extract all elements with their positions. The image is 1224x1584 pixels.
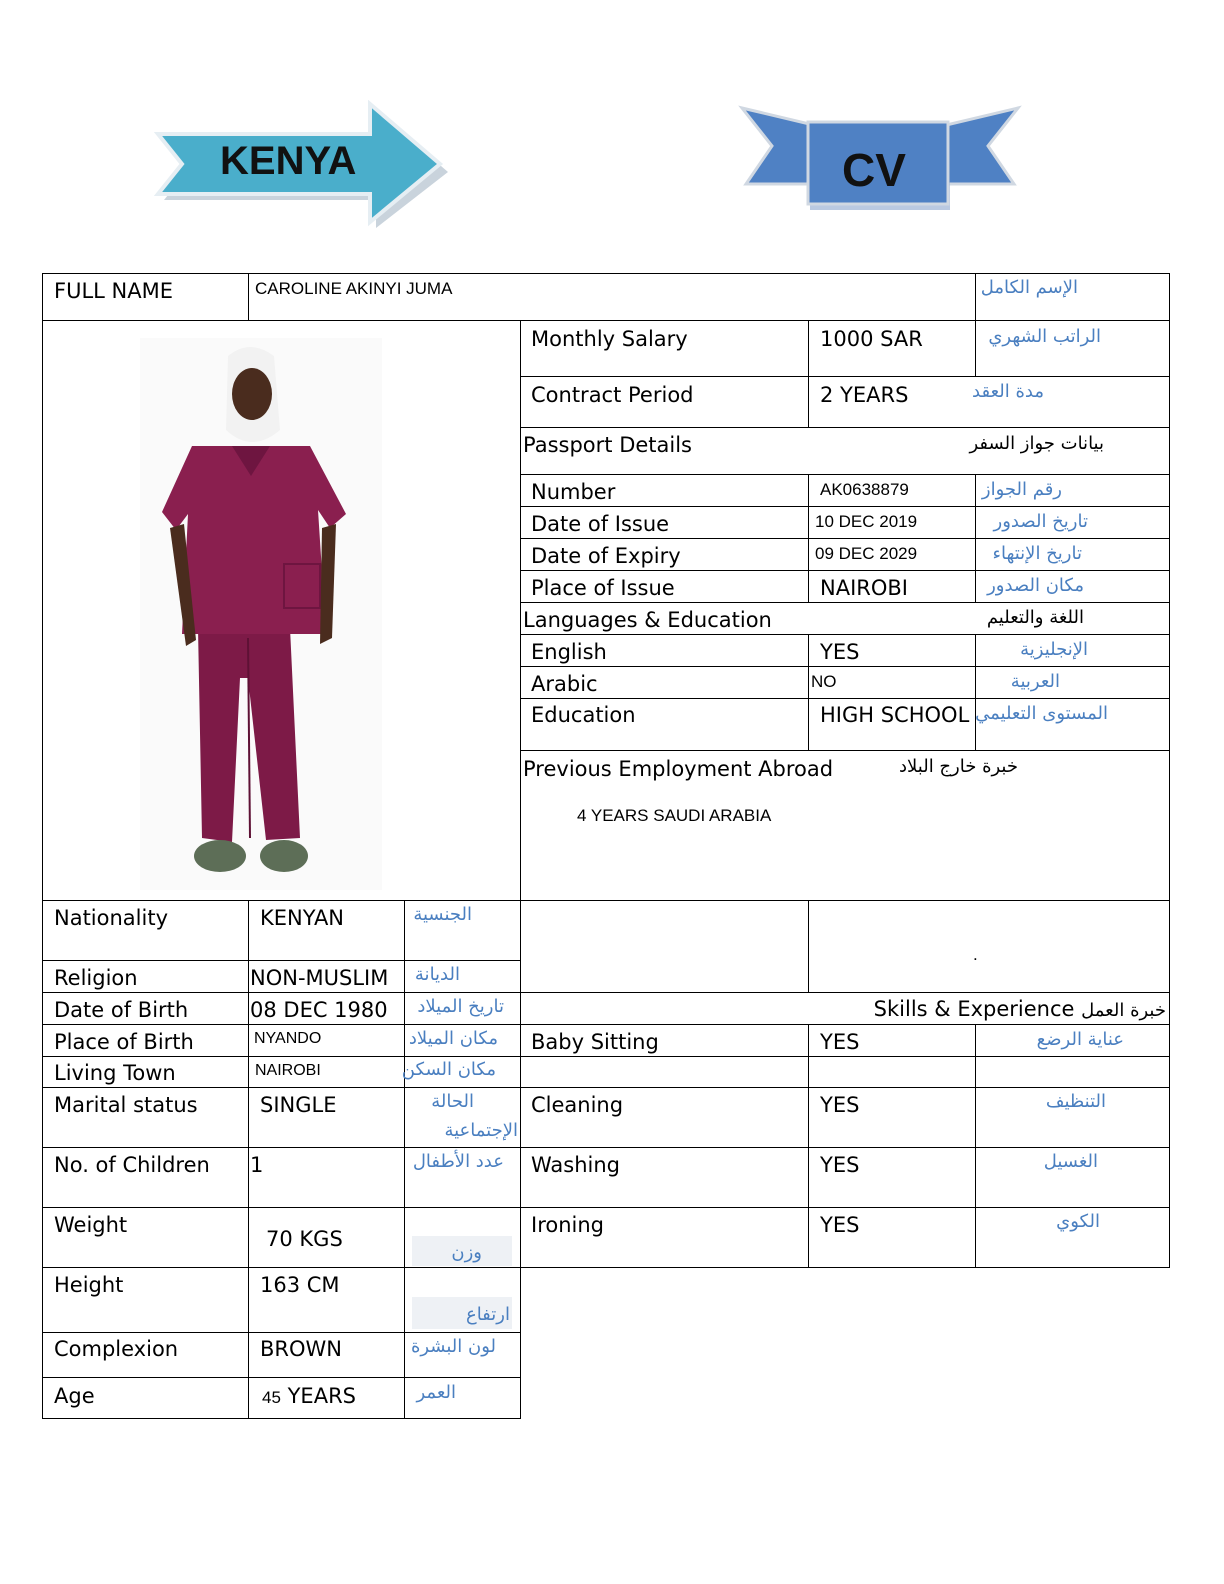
marital-arabic-line2: الإجتماعية bbox=[444, 1120, 518, 1141]
salary-arabic: الراتب الشهري bbox=[988, 326, 1101, 347]
contract-period-label: Contract Period bbox=[531, 383, 694, 407]
baby-sitting-arabic: عناية الرضع bbox=[1036, 1029, 1124, 1050]
education-arabic: المستوى التعليمي bbox=[975, 703, 1108, 724]
weight-arabic: وزن bbox=[451, 1242, 482, 1263]
place-of-issue-value: NAIROBI bbox=[820, 576, 908, 600]
marital-value: SINGLE bbox=[260, 1093, 337, 1117]
english-arabic: الإنجليزية bbox=[1020, 639, 1088, 660]
pob-arabic: مكان الميلاد bbox=[408, 1028, 498, 1049]
children-label: No. of Children bbox=[54, 1153, 210, 1177]
religion-label: Religion bbox=[54, 966, 138, 990]
cv-ribbon-banner bbox=[738, 104, 1022, 214]
issue-date-value: 10 DEC 2019 bbox=[815, 512, 918, 531]
age-value bbox=[262, 1383, 356, 1411]
nationality-label: Nationality bbox=[54, 906, 169, 930]
washing-arabic: الغسيل bbox=[1043, 1151, 1098, 1172]
full-name-value: CAROLINE AKINYI JUMA bbox=[255, 279, 453, 298]
arabic-arabic: العربية bbox=[1010, 671, 1060, 692]
country-label: KENYA bbox=[220, 139, 357, 183]
age-label: Age bbox=[54, 1384, 95, 1408]
religion-value: NON-MUSLIM bbox=[250, 966, 389, 990]
ironing-value: YES bbox=[820, 1213, 860, 1237]
children-arabic: عدد الأطفال bbox=[412, 1151, 504, 1172]
nationality-arabic: الجنسية bbox=[413, 904, 472, 925]
pob-label: Place of Birth bbox=[54, 1030, 194, 1054]
languages-title-arabic: اللغة والتعليم bbox=[986, 607, 1084, 628]
candidate-photo bbox=[140, 338, 382, 890]
employment-title-arabic: خبرة خارج البلاد bbox=[899, 756, 1018, 777]
dob-label: Date of Birth bbox=[54, 998, 189, 1022]
contract-period-value: 2 YEARS bbox=[820, 383, 909, 407]
ironing-arabic: الكوي bbox=[1056, 1211, 1100, 1232]
expiry-date-value: 09 DEC 2029 bbox=[815, 544, 918, 563]
washing-value: YES bbox=[820, 1153, 860, 1177]
contract-period-arabic: مدة العقد bbox=[972, 381, 1044, 402]
baby-sitting-value: YES bbox=[820, 1030, 860, 1054]
height-value: 163 CM bbox=[260, 1273, 340, 1297]
dob-value: 08 DEC 1980 bbox=[250, 998, 388, 1022]
complexion-arabic: لون البشرة bbox=[410, 1336, 496, 1357]
kenya-arrow-banner bbox=[150, 100, 450, 230]
washing-label: Washing bbox=[531, 1153, 621, 1177]
education-value: HIGH SCHOOL bbox=[820, 703, 970, 727]
age-unit: YEARS bbox=[287, 1384, 356, 1408]
passport-title: Passport Details bbox=[523, 433, 692, 457]
issue-date-label: Date of Issue bbox=[531, 512, 670, 536]
religion-arabic: الديانة bbox=[414, 964, 460, 985]
expiry-date-arabic: تاريخ الإنتهاء bbox=[992, 543, 1082, 564]
weight-value: 70 KGS bbox=[266, 1227, 343, 1251]
salary-value: 1000 SAR bbox=[820, 327, 923, 351]
salary-label: Monthly Salary bbox=[531, 327, 688, 351]
passport-number-arabic: رقم الجواز bbox=[981, 479, 1062, 500]
person-figure bbox=[140, 338, 382, 890]
cv-label: CV bbox=[842, 144, 906, 196]
skills-dot: . bbox=[973, 945, 978, 964]
languages-title: Languages & Education bbox=[523, 608, 772, 632]
skills-title: Skills & Experience bbox=[873, 997, 1075, 1021]
complexion-label: Complexion bbox=[54, 1337, 179, 1361]
age-arabic: العمر bbox=[416, 1382, 456, 1403]
marital-label: Marital status bbox=[54, 1093, 198, 1117]
baby-sitting-label: Baby Sitting bbox=[531, 1030, 659, 1054]
ironing-label: Ironing bbox=[531, 1213, 604, 1237]
english-label: English bbox=[531, 640, 607, 664]
issue-date-arabic: تاريخ الصدور bbox=[993, 511, 1088, 532]
height-arabic: ارتفاع bbox=[465, 1304, 510, 1325]
pob-value: NYANDO bbox=[254, 1030, 322, 1047]
arabic-value: NO bbox=[811, 672, 837, 691]
employment-title: Previous Employment Abroad bbox=[523, 757, 834, 781]
education-label: Education bbox=[531, 703, 636, 727]
skills-title-arabic: خبرة العمل bbox=[1081, 1000, 1166, 1021]
cleaning-label: Cleaning bbox=[531, 1093, 624, 1117]
arabic-label: Arabic bbox=[531, 672, 598, 696]
cleaning-value: YES bbox=[820, 1093, 860, 1117]
full-name-label: FULL NAME bbox=[54, 279, 173, 303]
skills-title-row bbox=[874, 996, 1166, 1024]
passport-number-value: AK0638879 bbox=[820, 480, 909, 499]
dob-arabic: تاريخ الميلاد bbox=[417, 996, 504, 1017]
children-value: 1 bbox=[250, 1153, 264, 1177]
passport-title-arabic: بيانات جواز السفر bbox=[969, 433, 1104, 454]
full-name-arabic: الإسم الكامل bbox=[980, 277, 1078, 298]
passport-number-label: Number bbox=[531, 480, 616, 504]
english-value: YES bbox=[820, 640, 860, 664]
living-town-value: NAIROBI bbox=[255, 1062, 321, 1079]
place-of-issue-arabic: مكان الصدور bbox=[987, 575, 1084, 596]
age-number: 45 bbox=[262, 1388, 281, 1407]
weight-label: Weight bbox=[54, 1213, 128, 1237]
place-of-issue-label: Place of Issue bbox=[531, 576, 675, 600]
height-label: Height bbox=[54, 1273, 124, 1297]
cleaning-arabic: التنظيف bbox=[1045, 1091, 1106, 1112]
complexion-value: BROWN bbox=[260, 1337, 343, 1361]
living-town-label: Living Town bbox=[54, 1061, 176, 1085]
marital-arabic-line1: الحالة bbox=[431, 1091, 474, 1112]
expiry-date-label: Date of Expiry bbox=[531, 544, 681, 568]
nationality-value: KENYAN bbox=[260, 906, 345, 930]
living-town-arabic: مكان السكن bbox=[401, 1059, 496, 1080]
employment-value: 4 YEARS SAUDI ARABIA bbox=[577, 806, 772, 825]
